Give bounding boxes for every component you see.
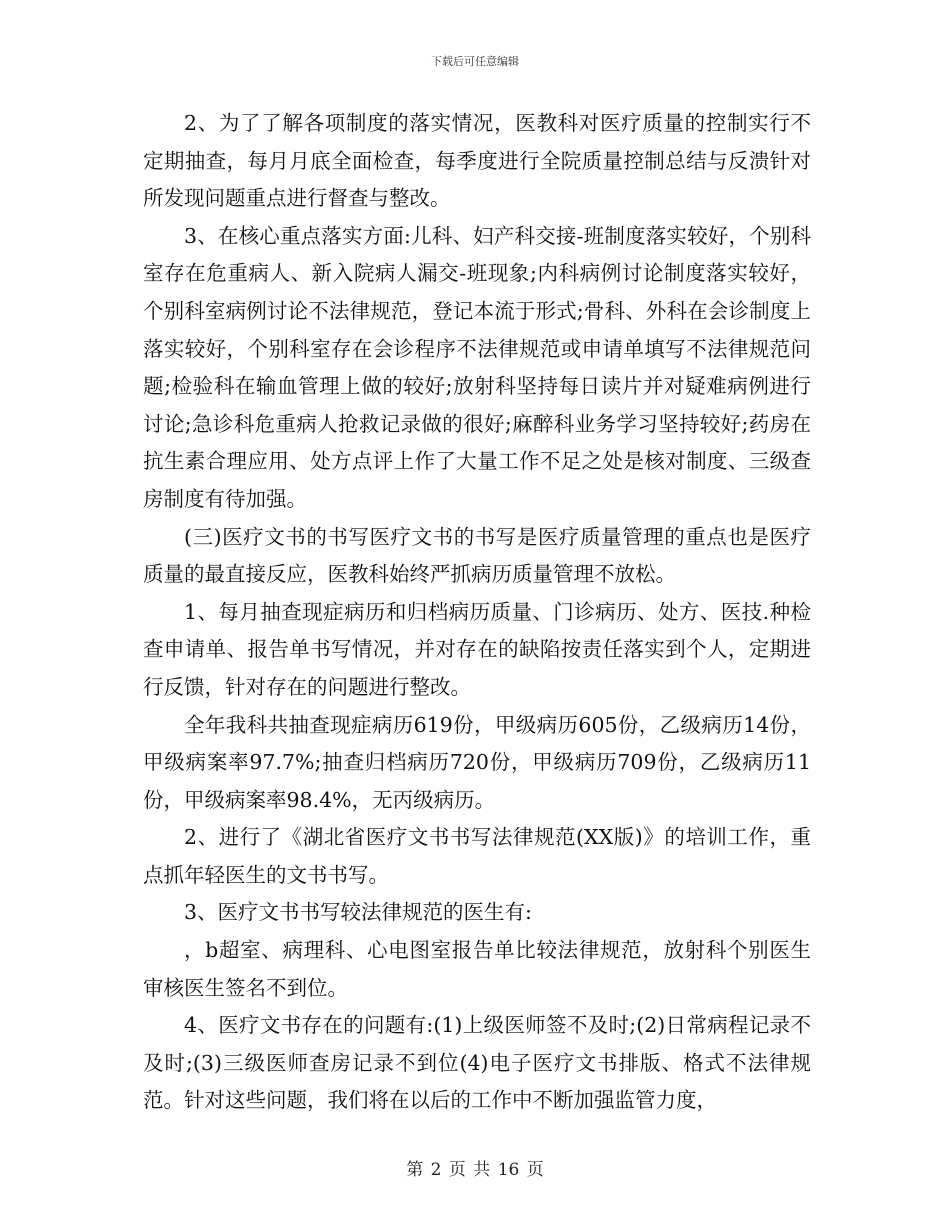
paragraph: 2、进行了《湖北省医疗文书书写法律规范(XX版)》的培训工作，重点抓年轻医生的文书书写。 xyxy=(143,825,811,887)
paragraph: 3、在核心重点落实方面:儿科、妇产科交接-班制度落实较好，个别科室存在危重病人、新入院病人漏交-班现象;内科病例讨论制度落实较好，个别科室病例讨论不法律规范，登记本流于形式;骨科、外科在会诊制度上落实较好，个别科室存在会诊程序不法律规范或申请单填写不法律规范问题;检验科在输血管理上做的较好;放射科坚持每日读片并对疑难病例进行讨论;急诊科危重病人抢救记录做的很好;麻醉科业务学习坚持较好;药房在抗生素合理应用、处方点评上作了大量工作不足之处是核对制度、三级查房制度有待加强。 xyxy=(143,223,811,511)
page-header-note: 下载后可任意编辑 xyxy=(431,55,519,68)
paragraph: 3、医疗文书书写较法律规范的医生有: xyxy=(184,900,532,925)
paragraph: (三)医疗文书的书写医疗文书的书写是医疗质量管理的重点也是医疗质量的最直接反应，医教科始终严抓病历质量管理不放松。 xyxy=(143,524,811,587)
page-number-footer: 第 2 页 共 16 页 xyxy=(406,1160,544,1180)
paragraph: 4、医疗文书存在的问题有:(1)上级医师签不及时;(2)日常病程记录不及时;(3)三级医师查房记录不到位(4)电子医疗文书排版、格式不法律规范。针对这些问题，我们将在以后的工作中不断加强监管力度， xyxy=(143,1013,811,1113)
document-body xyxy=(143,105,811,1120)
paragraph: 全年我科共抽查现症病历619份，甲级病历605份，乙级病历14份，甲级病案率97.7%;抽查归档病历720份，甲级病历709份，乙级病历11份，甲级病案率98.4%，无丙级病历。 xyxy=(143,712,811,812)
paragraph: 2、为了了解各项制度的落实情况，医教科对医疗质量的控制实行不定期抽查，每月月底全面检查，每季度进行全院质量控制总结与反溃针对所发现问题重点进行督查与整改。 xyxy=(143,111,811,211)
paragraph: 1、每月抽查现症病历和归档病历质量、门诊病历、处方、医技.种检查申请单、报告单书写情况，并对存在的缺陷按责任落实到个人，定期进行反馈，针对存在的问题进行整改。 xyxy=(143,599,811,699)
paragraph: ，b超室、病理科、心电图室报告单比较法律规范，放射科个别医生审核医生签名不到位。 xyxy=(143,938,811,1000)
